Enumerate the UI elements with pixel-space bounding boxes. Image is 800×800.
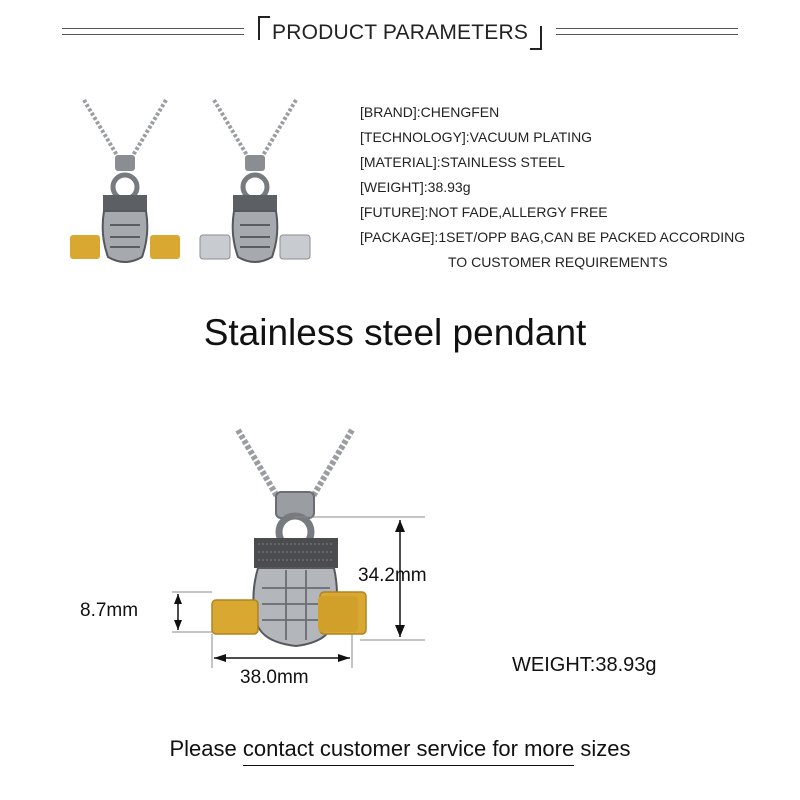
weight-label: WEIGHT:38.93g — [512, 654, 657, 676]
product-image-gold — [70, 95, 180, 275]
header-title: PRODUCT PARAMETERS — [272, 21, 529, 44]
header-corner-top-left — [258, 16, 270, 40]
spec-technology: [TECHNOLOGY]:VACUUM PLATING — [360, 129, 593, 145]
spec-package-continued: TO CUSTOMER REQUIREMENTS — [448, 254, 668, 270]
dimension-width-label: 38.0mm — [240, 667, 309, 688]
dimension-height-label: 34.2mm — [358, 565, 427, 586]
footer-text-before: Please — [169, 736, 243, 761]
footer-text-underlined: contact customer service for more — [243, 736, 574, 766]
product-image-silver — [200, 95, 310, 275]
spec-material: [MATERIAL]:STAINLESS STEEL — [360, 154, 565, 170]
header-title-frame — [258, 16, 542, 50]
spec-list — [360, 100, 745, 275]
dimension-thickness-label: 8.7mm — [80, 600, 139, 621]
header-corner-bottom-right — [530, 26, 542, 50]
header-rule-right — [556, 28, 738, 35]
spec-future: [FUTURE]:NOT FADE,ALLERGY FREE — [360, 204, 608, 220]
spec-brand: [BRAND]:CHENGFEN — [360, 104, 500, 120]
header-rule-left — [62, 28, 244, 35]
spec-weight: [WEIGHT]:38.93g — [360, 179, 471, 195]
spec-package: [PACKAGE]:1SET/OPP BAG,CAN BE PACKED ACCORDING — [360, 229, 746, 245]
main-title: Stainless steel pendant — [203, 312, 587, 353]
footer-text-after: sizes — [574, 736, 631, 761]
footer-note — [0, 736, 800, 762]
